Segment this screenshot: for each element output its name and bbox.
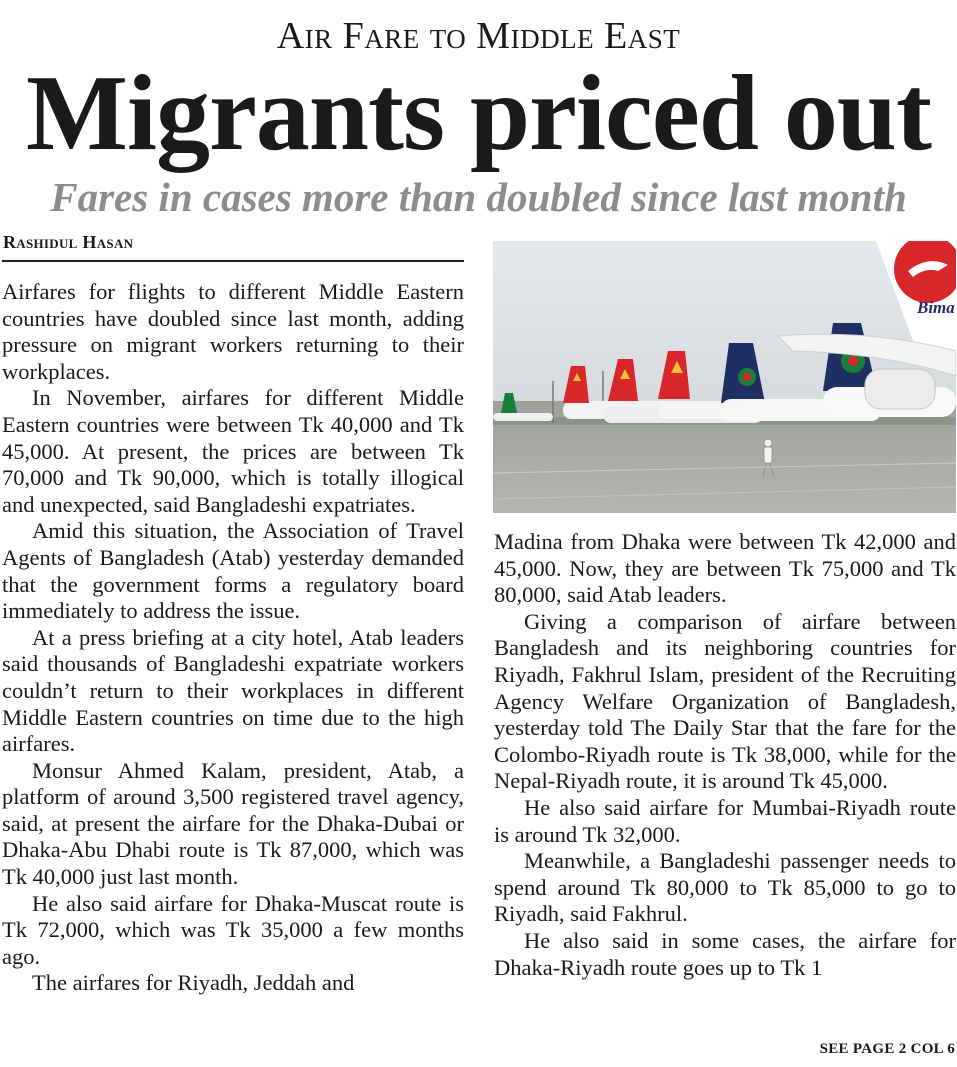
- byline-rule: [2, 260, 464, 262]
- paragraph: Amid this situation, the Association of Travel Agents of Bangladesh (Atab) yesterday demanded that the government forms a regulatory board immediately to address the issue.: [2, 518, 464, 624]
- column-1: [2, 279, 464, 997]
- paragraph: At a press briefing at a city hotel, Atab leaders said thousands of Bangladeshi expatriate workers couldn’t return to their workplaces in different Middle Eastern countries on time due to the high airfares.: [2, 624, 464, 757]
- paragraph: He also said airfare for Dhaka-Muscat route is Tk 72,000, which was Tk 35,000 a few months ago.: [2, 890, 464, 969]
- news-photo: [493, 241, 956, 513]
- airport-photo-illustration: [493, 241, 956, 513]
- paragraph: Meanwhile, a Bangladeshi passenger needs to spend around Tk 80,000 to Tk 85,000 to go to Riyadh, said Fakhrul.: [494, 848, 956, 927]
- paragraph: Monsur Ahmed Kalam, president, Atab, a platform of around 3,500 registered travel agency, said, at present the airfare for the Dhaka-Dubai or Dhaka-Abu Dhabi route is Tk 87,000, which was Tk 40,000 just last month.: [2, 757, 464, 890]
- deck: Fares in cases more than doubled since last month: [50, 174, 907, 220]
- jump-line[interactable]: SEE PAGE 2 COL 6: [819, 1041, 955, 1057]
- kicker: Air Fare to Middle East: [276, 15, 681, 57]
- headline: Migrants priced out: [26, 54, 931, 173]
- byline: Rashidul Hasan: [3, 232, 134, 252]
- paragraph: He also said airfare for Mumbai-Riyadh route is around Tk 32,000.: [494, 794, 956, 847]
- paragraph: He also said in some cases, the airfare for Dhaka-Riyadh route goes up to Tk 1: [494, 927, 956, 980]
- paragraph: Giving a comparison of airfare between Bangladesh and its neighboring countries for Riyadh, Fakhrul Islam, president of the Recruiting Agency Welfare Organization of Bangladesh, yesterday told The Daily Star that the fare for the Colombo-Riyadh route is Tk 38,000, while for the Nepal-Riyadh route, it is around Tk 45,000.: [494, 608, 956, 794]
- column-2: [494, 529, 956, 981]
- paragraph: The airfares for Riyadh, Jeddah and: [32, 970, 355, 996]
- paragraph: Airfares for flights to different Middle Eastern countries have doubled since last month, adding pressure on migrant workers returning to their workplaces.: [2, 279, 464, 384]
- paragraph: Madina from Dhaka were between Tk 42,000 and 45,000. Now, they are between Tk 75,000 and Tk 80,000, said Atab leaders.: [494, 529, 956, 608]
- paragraph: In November, airfares for different Middle Eastern countries were between Tk 40,000 and Tk 45,000. At present, the prices are between Tk 70,000 and Tk 90,000, which is totally illogical and unexpected, said Bangladeshi expatriates.: [2, 385, 464, 517]
- tail-text: Bima: [917, 298, 955, 317]
